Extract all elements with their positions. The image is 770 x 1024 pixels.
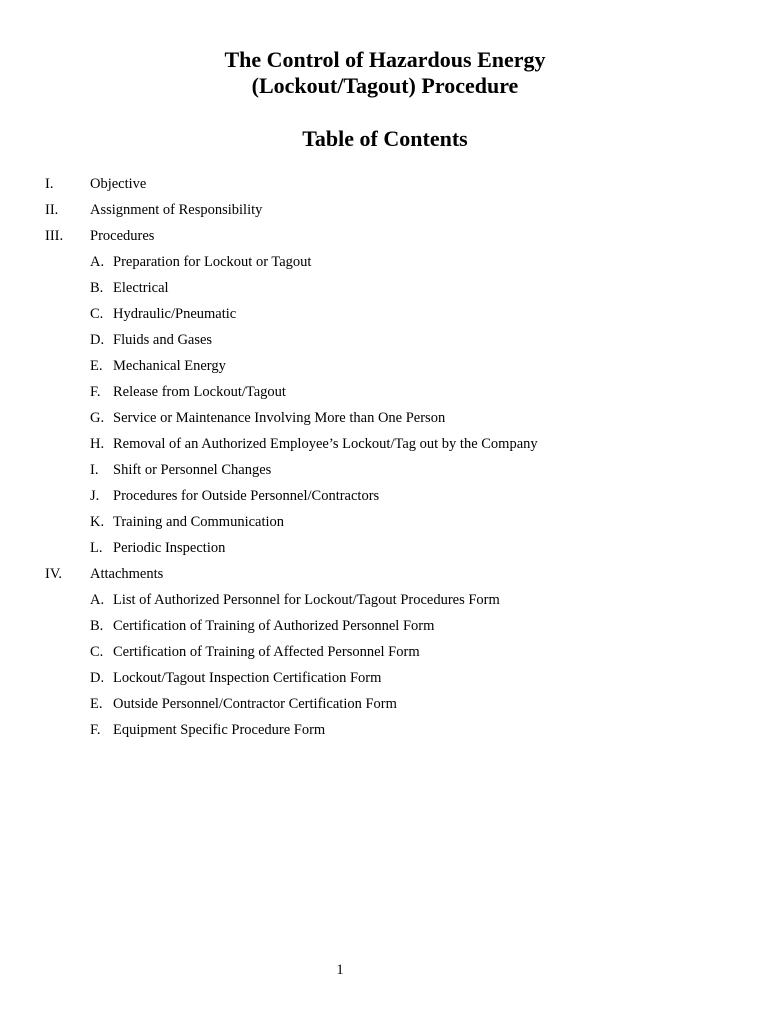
toc-item-label: Removal of an Authorized Employee’s Lockout/Tag out by the Company (113, 436, 538, 452)
toc-procedure-item (0, 330, 770, 356)
toc-procedure-item (0, 382, 770, 408)
toc-item-label: Training and Communication (113, 514, 285, 530)
toc-procedure-item (0, 252, 770, 278)
toc-item-letter: C. (90, 644, 104, 660)
toc-item-label: Mechanical Energy (113, 358, 226, 374)
toc-item-letter: D. (90, 670, 105, 686)
toc-attachment-item (0, 694, 770, 720)
toc-item-letter: J. (90, 488, 100, 504)
toc-procedure-item (0, 512, 770, 538)
toc-section-objective (0, 174, 770, 200)
toc-procedure-item (0, 538, 770, 564)
toc-item-letter: F. (90, 384, 101, 400)
toc-item-letter: A. (90, 254, 105, 270)
toc-section-label: Objective (90, 176, 147, 192)
toc-section-label: Assignment of Responsibility (90, 202, 263, 218)
toc-section-assignment-of-responsibility (0, 200, 770, 226)
toc-item-label: Certification of Training of Authorized Personnel Form (113, 618, 435, 634)
toc-item-letter: H. (90, 436, 105, 452)
toc-attachment-item (0, 590, 770, 616)
toc-item-letter: I. (90, 462, 99, 478)
toc-item-label: Equipment Specific Procedure Form (113, 722, 326, 738)
toc-item-label: List of Authorized Personnel for Lockout/Tagout Procedures Form (113, 592, 500, 608)
toc-item-letter: L. (90, 540, 103, 556)
toc-section-label: Procedures (90, 228, 155, 244)
toc-item-label: Shift or Personnel Changes (113, 462, 272, 478)
toc-procedure-item (0, 356, 770, 382)
toc-attachment-item (0, 720, 770, 746)
toc-item-letter: G. (90, 410, 105, 426)
toc-item-letter: B. (90, 280, 104, 296)
toc-item-letter: F. (90, 722, 101, 738)
toc-item-letter: A. (90, 592, 105, 608)
toc-item-label: Service or Maintenance Involving More than One Person (113, 410, 446, 426)
toc-item-label: Fluids and Gases (113, 332, 213, 348)
toc-procedure-item (0, 486, 770, 512)
toc-item-letter: K. (90, 514, 105, 530)
toc-procedure-item (0, 278, 770, 304)
toc-procedure-item (0, 434, 770, 460)
toc-section-attachments (0, 564, 770, 590)
toc-procedure-item (0, 408, 770, 434)
toc-item-label: Periodic Inspection (113, 540, 226, 556)
toc-item-label: Release from Lockout/Tagout (113, 384, 286, 400)
toc-heading: Table of Contents (302, 126, 468, 151)
page-number: 1 (336, 962, 344, 978)
toc-attachment-item (0, 642, 770, 668)
toc-item-label: Lockout/Tagout Inspection Certification Form (113, 670, 382, 686)
toc-item-label: Procedures for Outside Personnel/Contractors (113, 488, 380, 504)
table-of-contents (0, 174, 770, 746)
toc-item-letter: E. (90, 696, 103, 712)
toc-section-label: Attachments (90, 566, 164, 582)
toc-item-label: Preparation for Lockout or Tagout (113, 254, 312, 270)
toc-item-letter: B. (90, 618, 104, 634)
toc-section-number: I. (45, 176, 54, 192)
toc-section-number: II. (45, 202, 59, 218)
toc-section-number: IV. (45, 566, 63, 582)
toc-section-number: III. (45, 228, 64, 244)
toc-section-procedures (0, 226, 770, 252)
toc-item-letter: D. (90, 332, 105, 348)
toc-item-label: Hydraulic/Pneumatic (113, 306, 237, 322)
toc-item-letter: E. (90, 358, 103, 374)
toc-procedure-item (0, 460, 770, 486)
toc-item-letter: C. (90, 306, 104, 322)
toc-attachment-item (0, 616, 770, 642)
toc-attachment-item (0, 668, 770, 694)
toc-procedure-item (0, 304, 770, 330)
toc-item-label: Outside Personnel/Contractor Certification Form (113, 696, 397, 712)
document-title-line-2: (Lockout/Tagout) Procedure (251, 73, 519, 98)
toc-item-label: Certification of Training of Affected Personnel Form (113, 644, 420, 660)
document-title-line-1: The Control of Hazardous Energy (224, 47, 546, 72)
toc-item-label: Electrical (113, 280, 169, 296)
